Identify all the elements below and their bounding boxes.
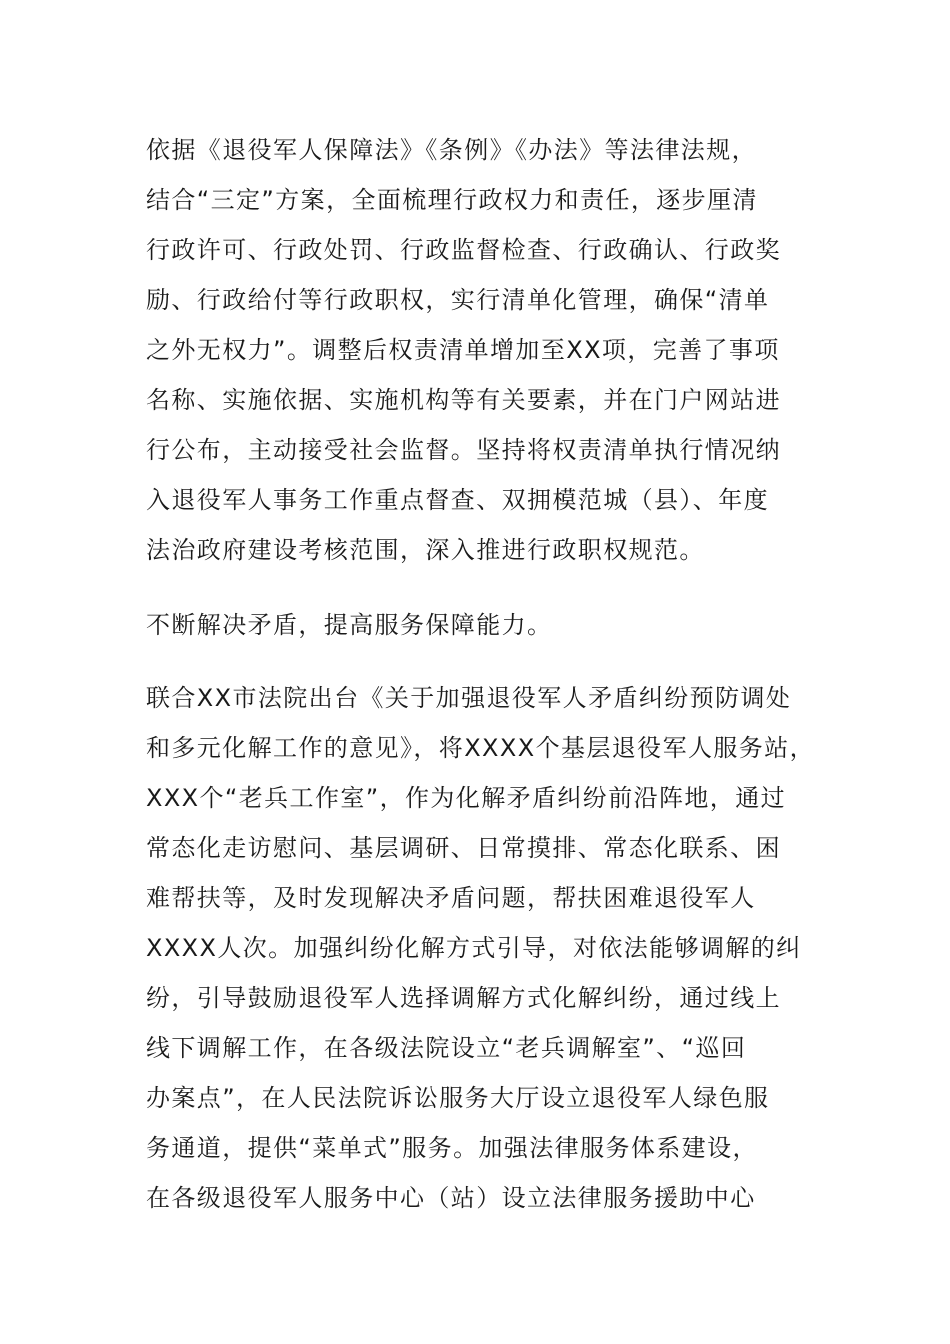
paragraph-line: 依据《退役军人保障法》《条例》《办法》等法律法规， (146, 136, 757, 164)
paragraph-line: 入退役军人事务工作重点督查、双拥模范城（县）、年度 (146, 486, 769, 514)
paragraph-line: 常态化走访慰问、基层调研、日常摸排、常态化联系、困 (146, 834, 781, 862)
paragraph-line: 法治政府建设考核范围，深入推进行政职权规范。 (146, 536, 705, 564)
paragraph-line: 行公布，主动接受社会监督。坚持将权责清单执行情况纳 (146, 436, 781, 464)
paragraph-line: XXX个“老兵工作室”，作为化解矛盾纠纷前沿阵地，通过 (146, 784, 786, 812)
paragraph-line: 之外无权力”。调整后权责清单增加至XX项，完善了事项 (146, 336, 780, 364)
paragraph-line: 结合“三定”方案，全面梳理行政权力和责任，逐步厘清 (146, 186, 758, 214)
paragraph-dispute-resolution (146, 673, 826, 1223)
paragraph-line: 联合XX市法院出台《关于加强退役军人矛盾纠纷预防调处 (146, 684, 792, 712)
section-heading (146, 600, 826, 650)
paragraph-line: 行政许可、行政处罚、行政监督检查、行政确认、行政奖 (146, 236, 781, 264)
paragraph-line: 名称、实施依据、实施机构等有关要素，并在门户网站进 (146, 386, 781, 414)
paragraph-line: 线下调解工作，在各级法院设立“老兵调解室”、“巡回 (146, 1034, 747, 1062)
paragraph-line: 务通道，提供“菜单式”服务。加强法律服务体系建设， (146, 1134, 758, 1162)
paragraph-line: 纷，引导鼓励退役军人选择调解方式化解纠纷，通过线上 (146, 984, 781, 1012)
heading-line: 不断解决矛盾，提高服务保障能力。 (146, 611, 553, 639)
paragraph-line: 难帮扶等，及时发现解决矛盾问题，帮扶困难退役军人 (146, 884, 756, 912)
paragraph-line: 在各级退役军人服务中心（站）设立法律服务援助中心 (146, 1184, 756, 1212)
paragraph-power-list (146, 125, 826, 575)
paragraph-line: 办案点”，在人民法院诉讼服务大厅设立退役军人绿色服 (146, 1084, 770, 1112)
paragraph-line: XXXX人次。加强纠纷化解方式引导，对依法能够调解的纠 (146, 934, 802, 962)
paragraph-line: 励、行政给付等行政职权，实行清单化管理，确保“清单 (146, 286, 770, 314)
paragraph-line: 和多元化解工作的意见》，将XXXX个基层退役军人服务站， (146, 734, 815, 762)
